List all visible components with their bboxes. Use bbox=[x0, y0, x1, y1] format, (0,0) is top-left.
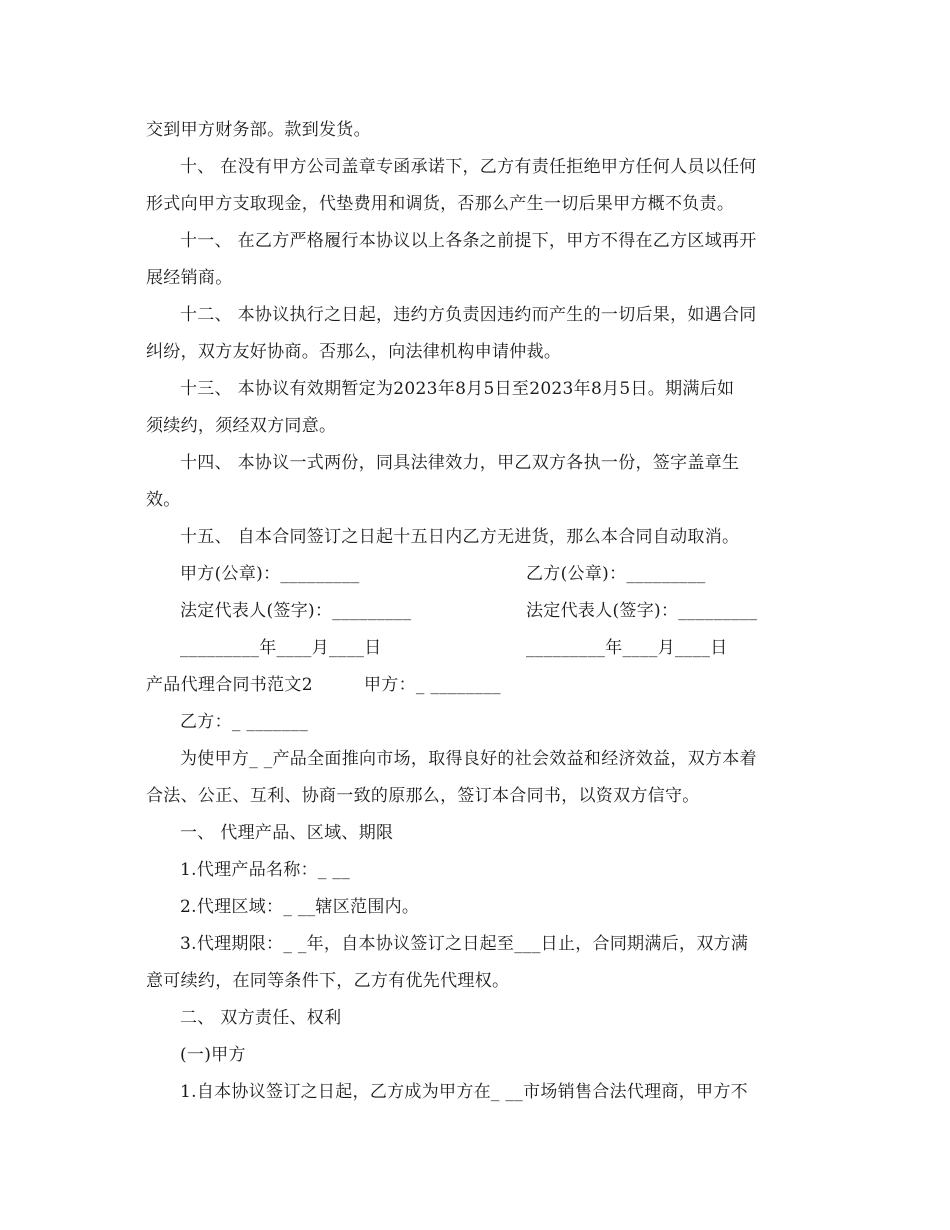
preamble-line: 为使甲方_ _产品全面推向市场，取得良好的社会效益和经济效益，双方本着 bbox=[180, 749, 757, 769]
section-title: 产品代理合同书范文2 bbox=[146, 675, 313, 695]
paragraph-line: 交到甲方财务部。款到发货。 bbox=[146, 120, 371, 140]
clause-13: 十三、 本协议有效期暂定为2023年8月5日至2023年8月5日。期满后如 bbox=[180, 379, 735, 399]
clause-11: 十一、 在乙方严格履行本协议以上各条之前提下，甲方不得在乙方区域再开 bbox=[180, 231, 757, 251]
party-a-seal: 甲方(公章)：_________ bbox=[180, 564, 360, 584]
list-item: 2.代理区域：_ __辖区范围内。 bbox=[180, 897, 420, 917]
party-b-line: 乙方：_ _______ bbox=[180, 712, 309, 732]
party-b-seal: 乙方(公章)：_________ bbox=[526, 564, 706, 584]
party-a-line: 甲方：_ ________ bbox=[364, 675, 501, 695]
paragraph-line: 展经销商。 bbox=[146, 268, 233, 288]
subsection-heading: (一)甲方 bbox=[180, 1045, 246, 1065]
clause-14: 十四、 本协议一式两份，同具法律效力，甲乙双方各执一份，签字盖章生 bbox=[180, 453, 740, 473]
party-b-date: _________年____月____日 bbox=[526, 638, 728, 658]
section-heading: 二、 双方责任、权利 bbox=[180, 1008, 342, 1028]
paragraph-line: 纠纷，双方友好协商。否那么，向法律机构申请仲裁。 bbox=[146, 342, 562, 362]
clause-10: 十、 在没有甲方公司盖章专函承诺下，乙方有责任拒绝甲方任何人员以任何 bbox=[180, 157, 757, 177]
clause-12: 十二、 本协议执行之日起，违约方负责因违约而产生的一切后果，如遇合同 bbox=[180, 305, 757, 325]
preamble-line: 合法、公正、互利、协商一致的原那么，签订本合同书，以资双方信守。 bbox=[146, 786, 700, 806]
party-a-representative: 法定代表人(签字)：_________ bbox=[180, 601, 412, 621]
list-item: 1.自本协议签订之日起，乙方成为甲方在_ __市场销售合法代理商，甲方不 bbox=[180, 1082, 748, 1102]
paragraph-line: 须续约，须经双方同意。 bbox=[146, 416, 337, 436]
list-item: 1.代理产品名称：_ __ bbox=[180, 860, 351, 880]
party-b-representative: 法定代表人(签字)：_________ bbox=[526, 601, 758, 621]
paragraph-line: 形式向甲方支取现金，代垫费用和调货，否那么产生一切后果甲方概不负责。 bbox=[146, 194, 735, 214]
list-item: 3.代理期限：_ _年，自本协议签订之日起至___日止，合同期满后，双方满 bbox=[180, 934, 749, 954]
clause-15: 十五、 自本合同签订之日起十五日内乙方无进货，那么本合同自动取消。 bbox=[180, 527, 740, 547]
party-a-date: _________年____月____日 bbox=[180, 638, 382, 658]
section-heading: 一、 代理产品、区域、期限 bbox=[180, 823, 394, 843]
paragraph-line: 效。 bbox=[146, 490, 181, 510]
paragraph-line: 意可续约，在同等条件下，乙方有优先代理权。 bbox=[146, 971, 510, 991]
